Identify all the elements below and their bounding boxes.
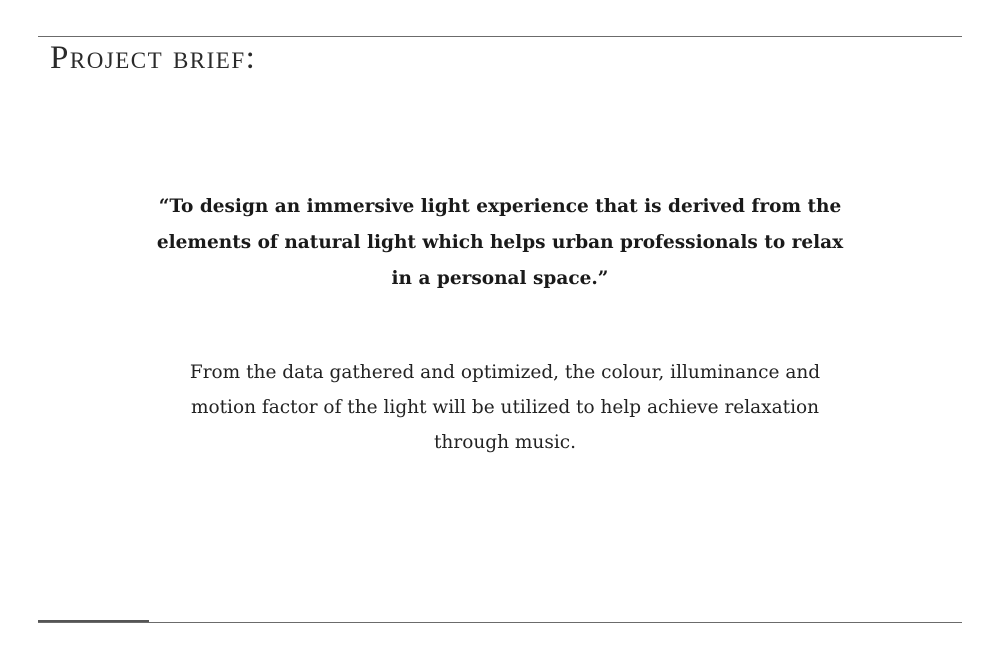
page-title: Project brief: (50, 40, 257, 76)
bottom-divider (38, 622, 962, 623)
project-brief-description: From the data gathered and optimized, the colour, illuminance and motion factor of the light will be utilized to help achieve relaxation through music. (189, 362, 821, 453)
project-brief-quote: “To design an immersive light experience that is derived from the elements of natural light which helps urban professionals to relax in a personal space.” (156, 196, 844, 289)
top-divider (38, 36, 962, 37)
